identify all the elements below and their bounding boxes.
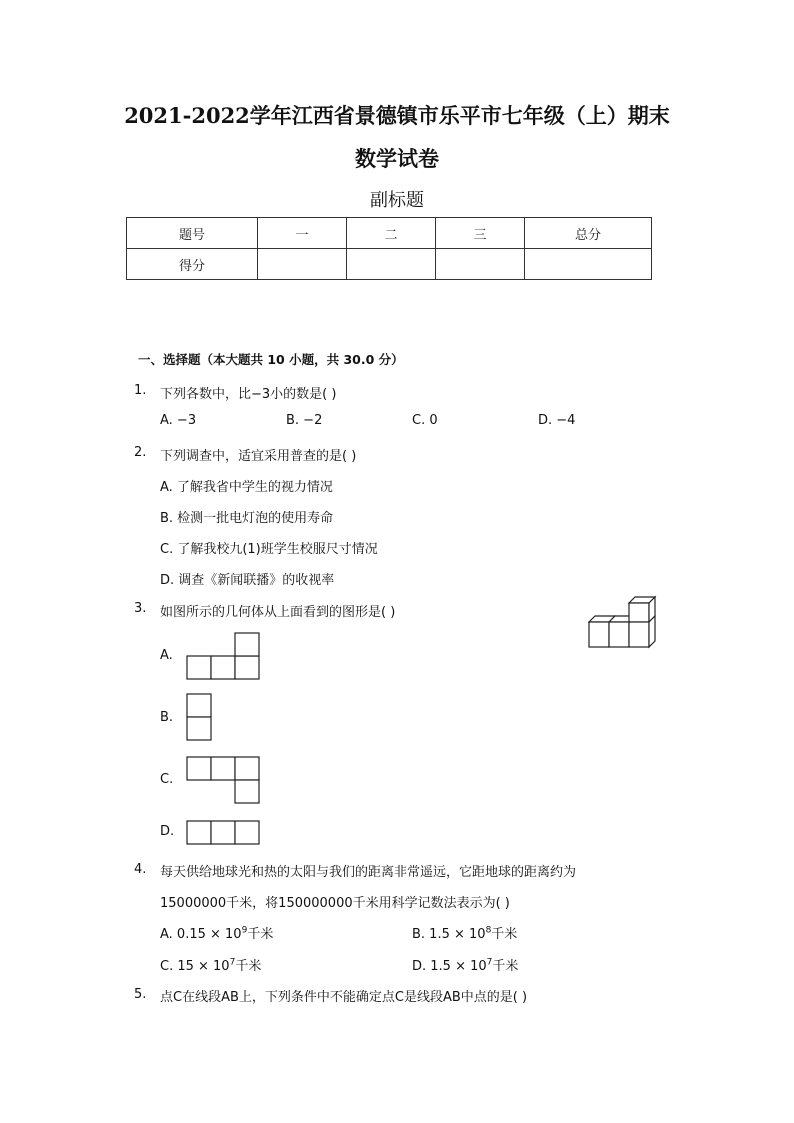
option-a: A. 了解我省中学生的视力情况	[160, 480, 333, 495]
score-header-cell: 题号	[127, 218, 258, 249]
score-cell[interactable]	[525, 249, 652, 280]
score-cell[interactable]	[347, 249, 436, 280]
score-row-label: 得分	[127, 249, 258, 280]
question-stem: 如图所示的几何体从上面看到的图形是( )	[160, 605, 396, 620]
section-heading: 一、选择题（本大题共 10 小题，共 30.0 分）	[138, 352, 404, 367]
title-line-2: 数学试卷	[355, 146, 439, 171]
question-number: 1.	[134, 383, 147, 398]
option-d-figure	[186, 819, 261, 847]
score-header-cell: 三	[436, 218, 525, 249]
question-stem: 下列调查中，适宜采用普查的是( )	[160, 449, 357, 464]
option-d: D. −4	[538, 413, 576, 428]
option-b: B. −2	[286, 413, 323, 428]
option-c: C.	[160, 772, 174, 787]
cube-solid-figure	[586, 594, 658, 650]
option-b: B. 检测一批电灯泡的使用寿命	[160, 511, 334, 526]
question-number: 4.	[134, 862, 147, 877]
score-cell[interactable]	[436, 249, 525, 280]
option-a-figure	[186, 631, 261, 681]
question-number: 5.	[134, 987, 147, 1002]
option-b: B. $1.5 \times 10^8$千米	[412, 925, 518, 942]
question-stem-line-2: 15000000千米，将150000000千米用科学记数法表示为( )	[160, 896, 510, 911]
option-d: D.	[160, 824, 175, 839]
option-a: A. $0.15 \times 10^9$千米	[160, 925, 274, 942]
question-number: 3.	[134, 601, 147, 616]
score-table-score-row	[127, 249, 652, 280]
option-c: C. 了解我校九(1)班学生校服尺寸情况	[160, 542, 378, 557]
option-c-figure	[186, 755, 261, 805]
score-table	[126, 217, 652, 280]
score-header-cell: 总分	[525, 218, 652, 249]
option-a: A.	[160, 648, 173, 663]
option-d: D. $1.5 \times 10^7$千米	[412, 957, 519, 974]
question-stem: 点C在线段AB上，下列条件中不能确定点C是线段AB中点的是( )	[160, 990, 528, 1005]
option-a: A. −3	[160, 413, 197, 428]
question-stem: 下列各数中，比−3小的数是( )	[160, 387, 337, 402]
subtitle: 副标题	[370, 190, 424, 211]
option-d: D. 调查《新闻联播》的收视率	[160, 573, 335, 588]
score-header-cell: 一	[258, 218, 347, 249]
score-table-header-row	[127, 218, 652, 249]
question-number: 2.	[134, 445, 147, 460]
score-header-cell: 二	[347, 218, 436, 249]
option-c: C. 0	[412, 413, 438, 428]
question-stem-line-1: 每天供给地球光和热的太阳与我们的距离非常遥远，它距地球的距离约为	[160, 865, 577, 880]
option-b: B.	[160, 710, 174, 725]
option-b-figure	[186, 692, 213, 742]
score-cell[interactable]	[258, 249, 347, 280]
title-line-1: 2021-2022学年江西省景德镇市乐平市七年级（上）期末	[124, 103, 670, 128]
option-c: C. $15 \times 10^7$千米	[160, 957, 262, 974]
